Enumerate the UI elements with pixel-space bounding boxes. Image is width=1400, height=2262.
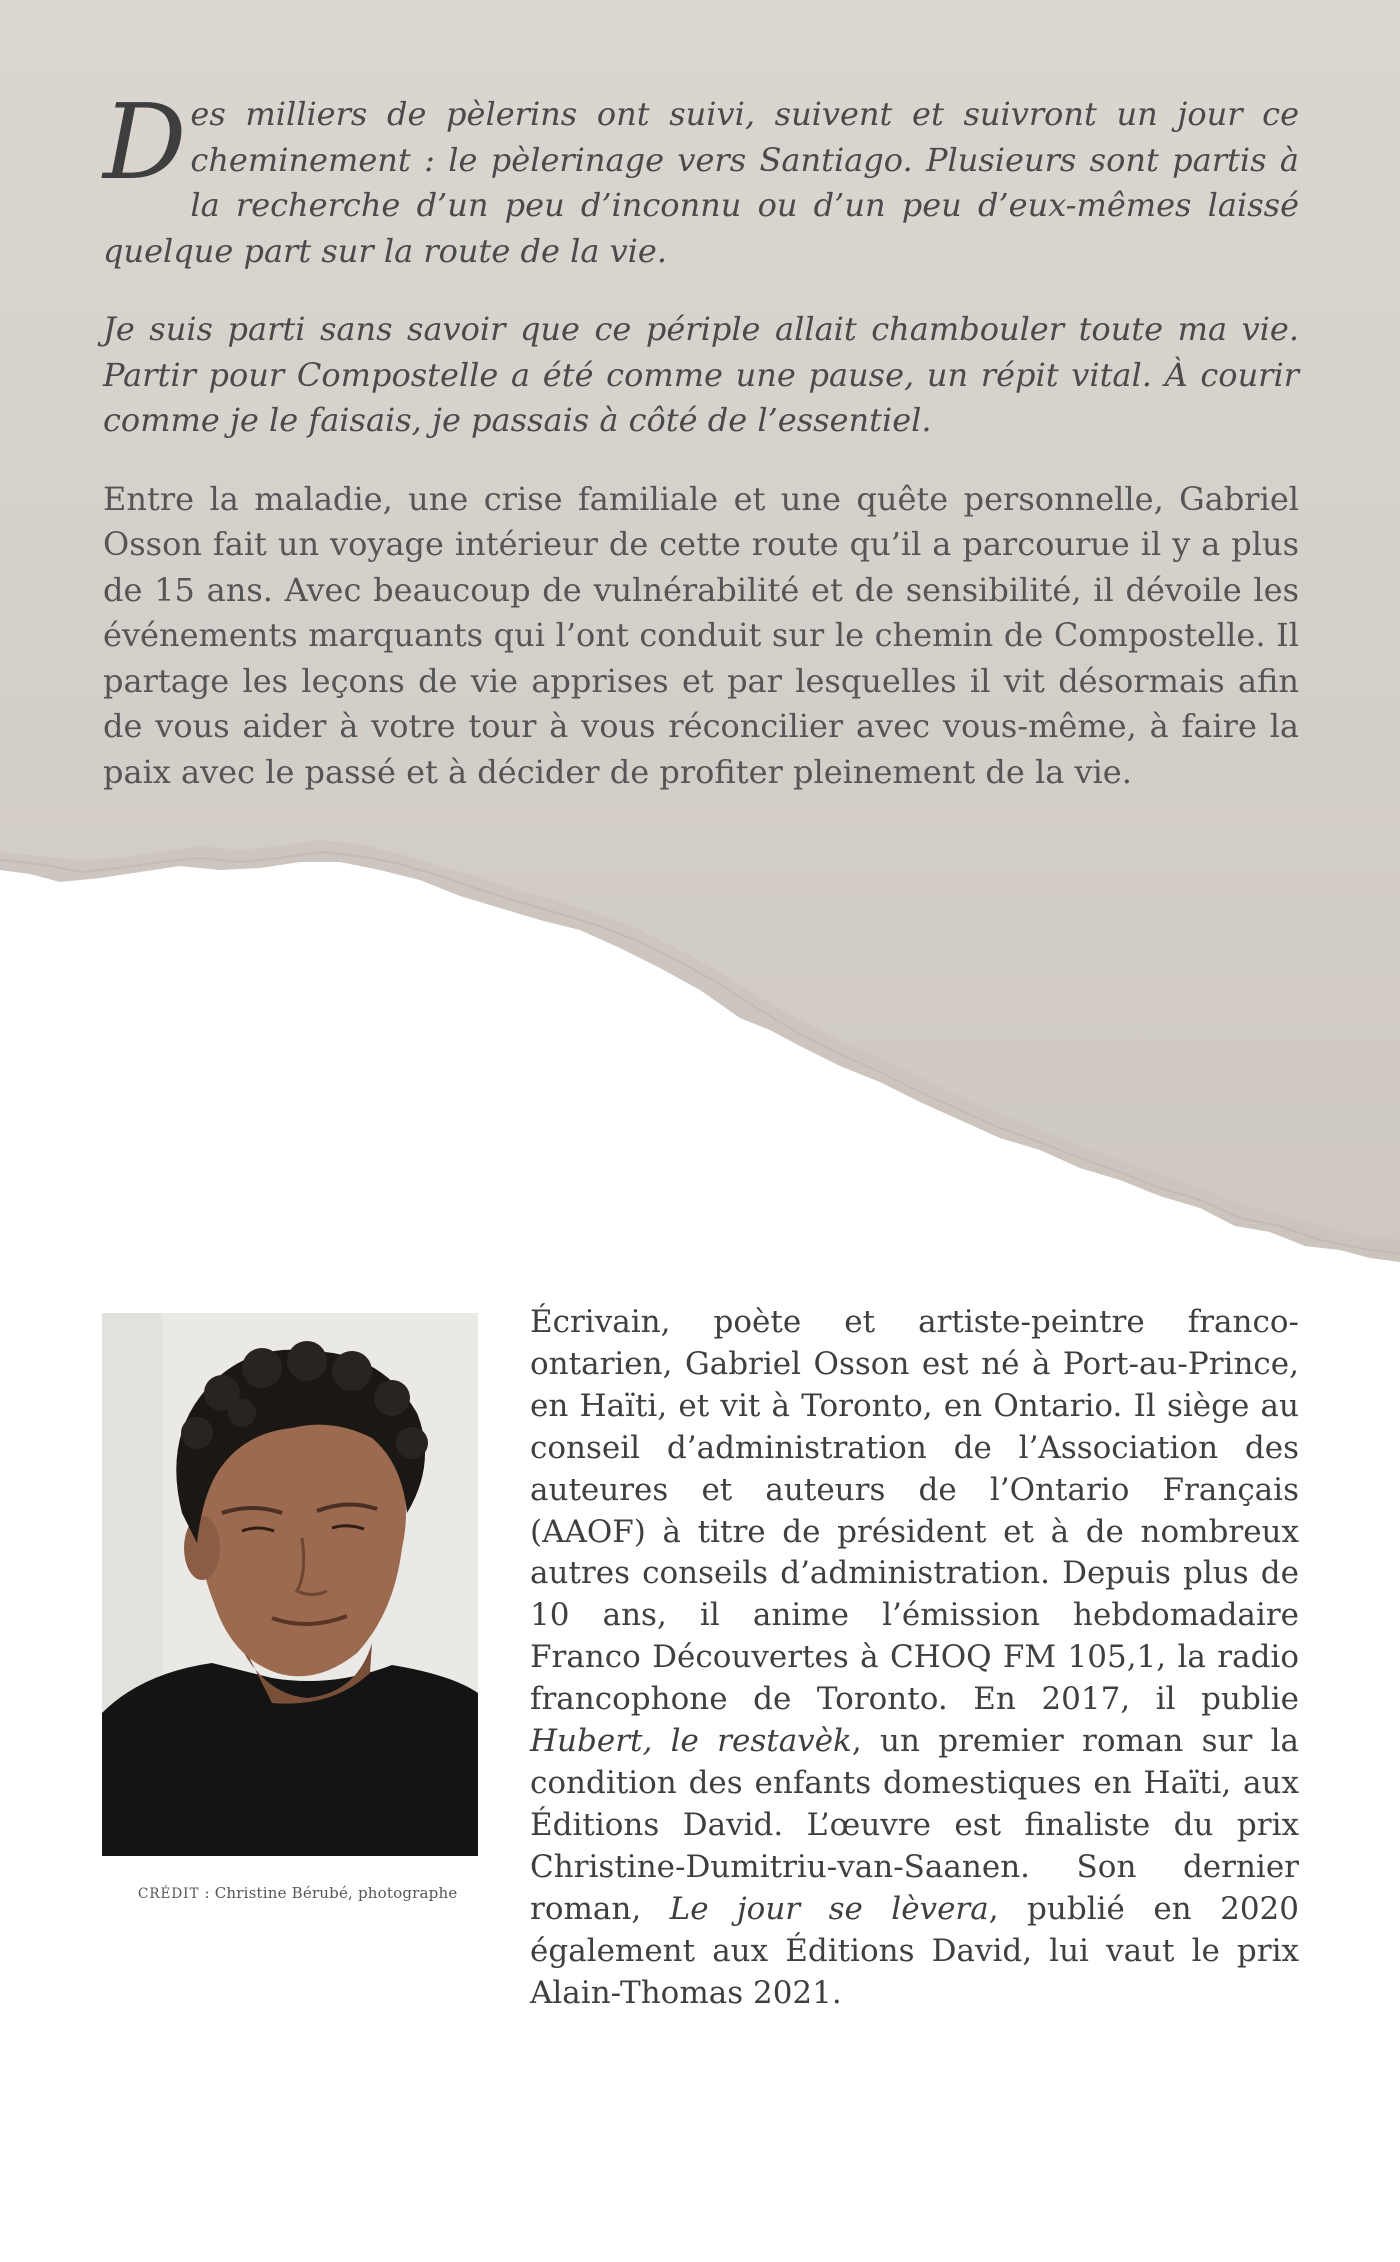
bio-text-3: , publié en 2020 également aux Éditions David, lui vaut le prix Alain-Thomas 2021. [530, 1890, 1299, 2011]
book-title-hubert: Hubert, le restavèk [530, 1723, 852, 1760]
drop-cap: D [103, 81, 187, 203]
author-photo [102, 1313, 478, 1856]
blurb-paragraph-3: Entre la maladie, une crise familiale et une quête personnelle, Gabriel Osson fait un voyage intérieur de cette route qu’il a parcourue il y a plus de 15 ans. Avec beaucoup de vulnérabilité et de sensibilité, il dévoile les événements marquants qui l’ont conduit sur le chemin de Compostelle. Il partage les leçons de vie apprises et par lesquelles il vit désormais afin de vous aider à votre tour à vous réconcilier avec vous-même, à faire la paix avec le passé et à décider de profiter pleinement de la vie. [103, 479, 1299, 791]
bio-text-1: Écrivain, poète et artiste-peintre franco-ontarien, Gabriel Osson est né à Port-au-Prince, en Haïti, et vit à Toronto, en Ontario. Il siège au conseil d’administration de l’Association des auteures et auteurs de l’Ontario Français (AAOF) à titre de président et à de nombreux autres conseils d’administration. Depuis plus de 10 ans, il anime l’émission hebdomadaire Franco Découvertes à CHOQ FM 105,1, la radio francophone de Toronto. En 2017, il publie [530, 1304, 1299, 1718]
photo-credit-label: CRÉDIT [138, 1886, 200, 1902]
bio-text-2: , un premier roman sur la condition des enfants domestiques en Haïti, aux Éditions David. L’œuvre est finaliste du prix Christine-Dumitriu-van-Saanen. Son dernier roman, [530, 1723, 1300, 1927]
photo-credit-text: : Christine Bérubé, photographe [199, 1884, 458, 1902]
blurb-paragraph-1-text: es milliers de pèlerins ont suivi, suivent et suivront un jour ce cheminement : le pèlerinage vers Santiago. Plusieurs sont partis à la recherche d’un peu d’inconnu ou d’un peu d’eux-mêmes laissé quelque part sur la route de la vie. [103, 95, 1299, 270]
blurb-paragraph-1 [103, 81, 1299, 274]
book-title-le-jour: Le jour se lèvera [669, 1890, 989, 1927]
back-cover-blurb [103, 81, 1299, 828]
photo-credit [138, 1884, 478, 1902]
author-biography [530, 1302, 1299, 2014]
blurb-paragraph-2: Je suis parti sans savoir que ce périple allait chambouler toute ma vie. Partir pour Compostelle a été comme une pause, un répit vital. À courir comme je le faisais, je passais à côté de l’essentiel. [103, 310, 1299, 439]
